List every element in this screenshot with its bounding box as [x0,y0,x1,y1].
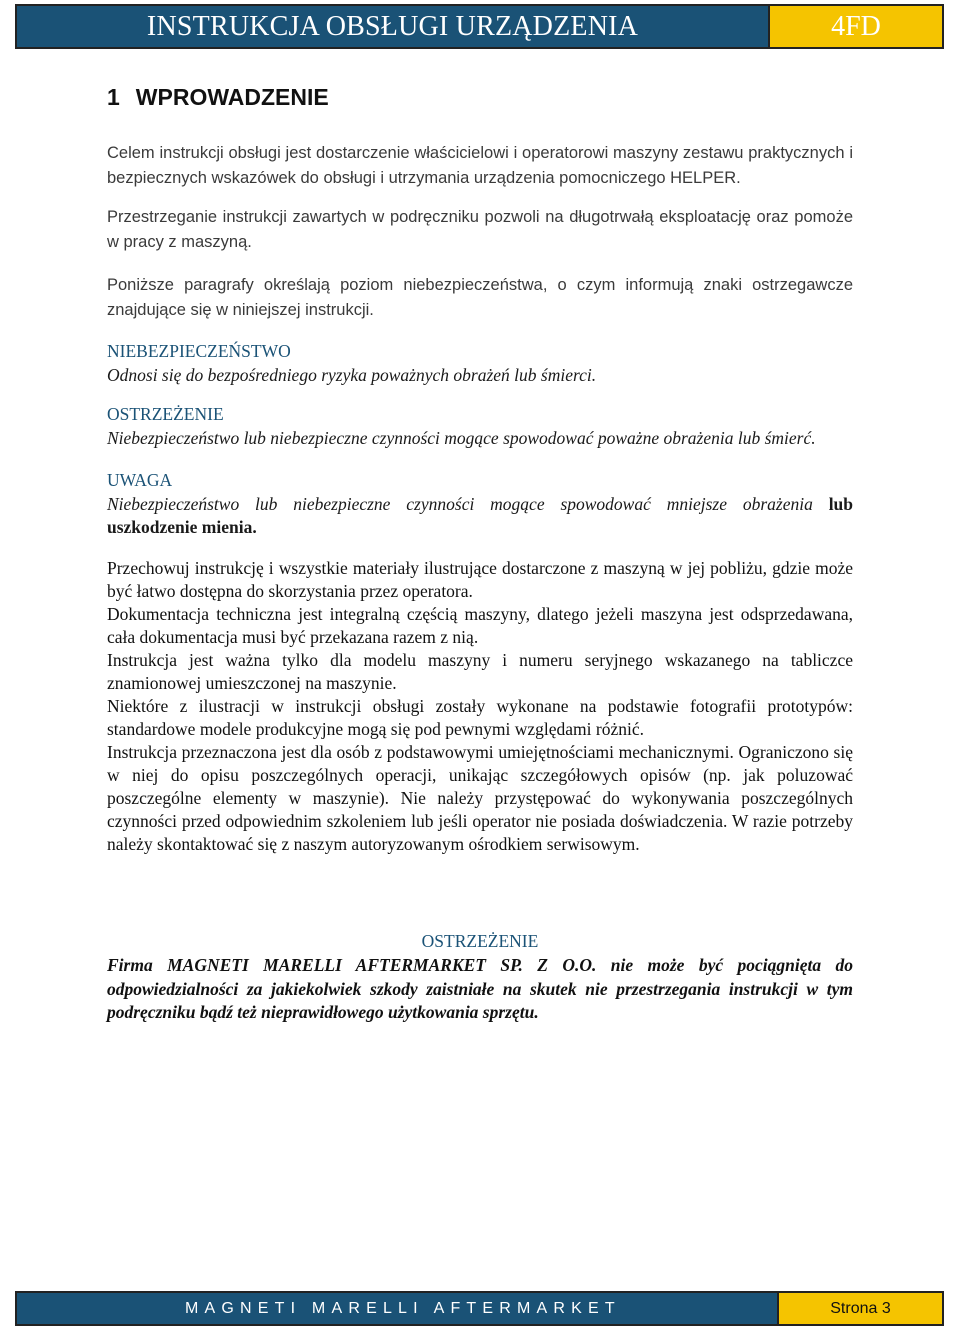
danger-title: NIEBEZPIECZEŃSTWO [107,341,291,361]
body-paragraph-5: Instrukcja przeznaczona jest dla osób z podstawowymi umiejętnościami mechanicznymi. Ograniczono się w niej do opisu poszczególnych operacji, unikając szczegółowych opisów (np. jak poluzować poszczególne elementy w maszynie). Nie należy przystępować do wykonywania poszczególnych czynności przed odpowiednim szkoleniem lub jeśli operator nie posiada doświadczenia. W razie potrzeby należy skontaktować się z naszym autoryzowanym ośrodkiem serwisowym. [107,742,853,854]
caution-text-bold: lub uszkodzenie mienia. [107,494,854,537]
danger-text: Odnosi się do bezpośredniego ryzyka poważnych obrażeń lub śmierci. [107,365,597,385]
page-content [107,84,853,1025]
section-heading [107,84,853,111]
final-warning-title: OSTRZEŻENIE [421,931,539,951]
final-warning-text: Firma MAGNETI MARELLI AFTERMARKET SP. Z O.O. nie może być pociągnięta do odpowiedzialności za jakiekolwiek szkody zaistniałe na skutek nie przestrzegania instrukcji w tym podręczniku bądź też nieprawidłowego użytkowania sprzętu. [107,955,853,1022]
body-paragraph-3: Instrukcja jest ważna tylko dla modelu maszyny i numeru seryjnego wskazanego na tabliczce znamionowej umieszczonej na maszynie. [107,650,853,693]
intro-paragraph-1: Celem instrukcji obsługi jest dostarczenie właścicielowi i operatorowi maszyny zestawu praktycznych i bezpiecznych wskazówek do obsługi i utrzymania urządzenia pomocniczego HELPER. [107,144,853,187]
header-title: INSTRUKCJA OBSŁUGI URZĄDZENIA [17,6,768,47]
warning-text: Niebezpieczeństwo lub niebezpieczne czynności mogące spowodować poważne obrażenia lub śmierć. [107,428,816,448]
body-paragraph-1: Przechowuj instrukcję i wszystkie materiały ilustrujące dostarczone z maszyną w jej pobliżu, gdzie może być łatwo dostępna do skorzystania przez operatora. [107,558,853,601]
warning-block [107,402,853,450]
intro-paragraph-2: Przestrzeganie instrukcji zawartych w podręczniku pozwoli na długotrwałą eksploatację oraz pomoże w pracy z maszyną. [107,208,853,251]
page-header [15,4,944,49]
page-footer [15,1291,944,1326]
body-paragraph-4: Niektóre z ilustracji w instrukcji obsługi zostały wykonane na podstawie fotografii prototypów: standardowe modele produkcyjne mogą się pod pewnymi względami różnić. [107,696,853,739]
caution-text-wrap [107,493,853,539]
section-number: 1 [107,84,120,110]
caution-text: Niebezpieczeństwo lub niebezpieczne czynności mogące spowodować mniejsze obrażenia [107,494,813,514]
header-code: 4FD [768,6,942,47]
body-paragraph-2: Dokumentacja techniczna jest integralną częścią maszyny, dlatego jeżeli maszyna jest odsprzedawana, cała dokumentacja musi być przekazana razem z nią. [107,604,853,647]
caution-block [107,468,853,539]
caution-title: UWAGA [107,470,173,490]
section-title: WPROWADZENIE [135,84,329,110]
danger-block [107,339,853,387]
footer-brand: MAGNETI MARELLI AFTERMARKET [17,1293,777,1324]
intro-paragraph-3: Poniższe paragrafy określają poziom niebezpieczeństwa, o czym informują znaki ostrzegawcze znajdujące się w niniejszej instrukcji. [107,276,853,319]
warning-title: OSTRZEŻENIE [107,404,224,424]
page-number: Strona 3 [777,1293,942,1324]
